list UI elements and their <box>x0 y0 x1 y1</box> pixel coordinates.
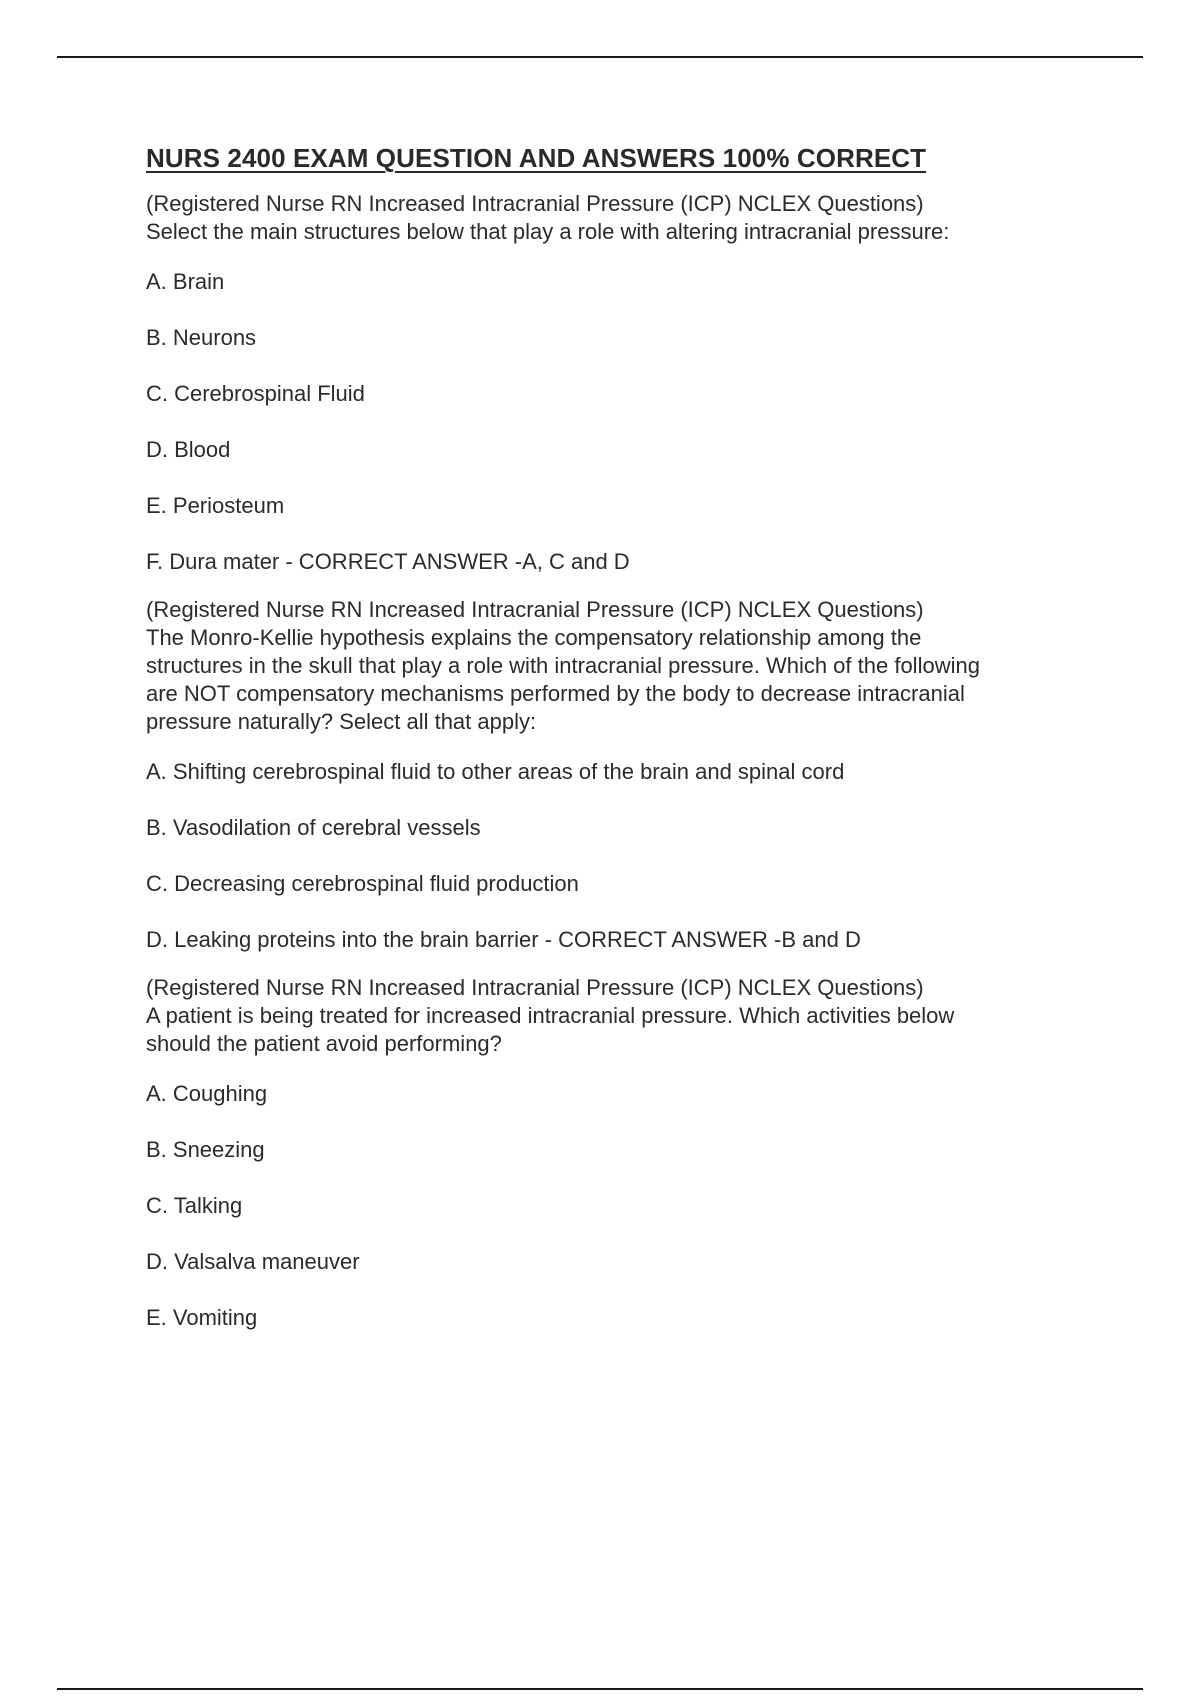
question-line: are NOT compensatory mechanisms performed by the body to decrease intracranial <box>146 681 965 706</box>
answer-option: A. Shifting cerebrospinal fluid to other areas of the brain and spinal cord <box>146 759 845 784</box>
answer-option: D. Blood <box>146 437 231 462</box>
answer-option: F. Dura mater - CORRECT ANSWER -A, C and D <box>146 549 630 574</box>
question-text <box>146 190 1086 246</box>
document-title: NURS 2400 EXAM QUESTION AND ANSWERS 100% CORRECT <box>146 143 927 173</box>
answer-option: D. Valsalva maneuver <box>146 1249 360 1274</box>
question-line: (Registered Nurse RN Increased Intracranial Pressure (ICP) NCLEX Questions) <box>146 191 924 216</box>
question-line: structures in the skull that play a role with intracranial pressure. Which of the following <box>146 653 980 678</box>
question-text <box>146 596 1086 736</box>
answer-option: C. Talking <box>146 1193 243 1218</box>
question-block <box>146 190 1086 576</box>
answer-option: A. Brain <box>146 269 225 294</box>
answer-option: E. Periosteum <box>146 493 285 518</box>
answer-option: C. Decreasing cerebrospinal fluid production <box>146 871 579 896</box>
question-line: (Registered Nurse RN Increased Intracranial Pressure (ICP) NCLEX Questions) <box>146 597 924 622</box>
header-rule <box>57 56 1143 58</box>
question-text <box>146 974 1086 1058</box>
answer-option: C. Cerebrospinal Fluid <box>146 381 365 406</box>
answer-option: B. Sneezing <box>146 1137 265 1162</box>
question-block <box>146 974 1086 1332</box>
answer-option: B. Vasodilation of cerebral vessels <box>146 815 481 840</box>
footer-rule <box>57 1688 1143 1690</box>
answer-option: D. Leaking proteins into the brain barrier - CORRECT ANSWER -B and D <box>146 927 861 952</box>
question-line: should the patient avoid performing? <box>146 1031 502 1056</box>
question-line: A patient is being treated for increased intracranial pressure. Which activities below <box>146 1003 955 1028</box>
answer-option: E. Vomiting <box>146 1305 258 1330</box>
document-body <box>146 143 1086 1352</box>
answer-option: B. Neurons <box>146 325 257 350</box>
question-line: (Registered Nurse RN Increased Intracranial Pressure (ICP) NCLEX Questions) <box>146 975 924 1000</box>
answer-option: A. Coughing <box>146 1081 268 1106</box>
question-block <box>146 596 1086 954</box>
question-line: The Monro-Kellie hypothesis explains the compensatory relationship among the <box>146 625 922 650</box>
question-line: Select the main structures below that play a role with altering intracranial pressure: <box>146 219 950 244</box>
question-line: pressure naturally? Select all that apply: <box>146 709 537 734</box>
